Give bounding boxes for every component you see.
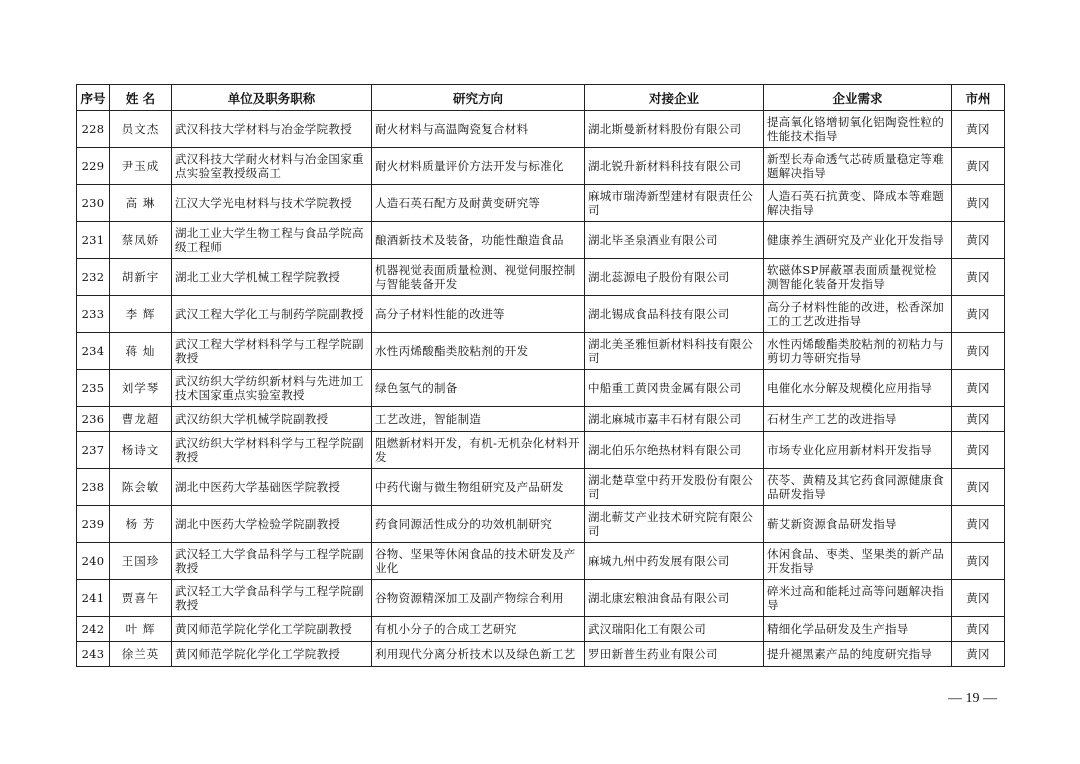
cell-unit-title: 黄冈师范学院化学化工学院教授 — [172, 642, 372, 667]
cell-research-direction: 中药代谢与微生物组研究及产品研发 — [372, 469, 585, 506]
table-row — [77, 642, 1005, 667]
cell-research-direction: 绿色氢气的制备 — [372, 370, 585, 407]
table-row — [77, 296, 1005, 333]
cell-index: 232 — [77, 259, 110, 296]
table-row — [77, 259, 1005, 296]
cell-unit-title: 武汉工程大学材料科学与工程学院副教授 — [172, 333, 372, 370]
cell-research-direction: 药食同源活性成分的功效机制研究 — [372, 506, 585, 543]
table-row — [77, 432, 1005, 469]
cell-partner-company: 武汉瑞阳化工有限公司 — [585, 617, 764, 642]
cell-city: 黄冈 — [952, 407, 1005, 432]
cell-name: 蔡凤娇 — [110, 222, 172, 259]
cell-company-needs: 人造石英石抗黄变、降成本等难题解决指导 — [764, 185, 952, 222]
cell-city: 黄冈 — [952, 617, 1005, 642]
col-header-unit-title: 单位及职务职称 — [172, 85, 372, 111]
cell-unit-title: 湖北中医药大学基础医学院教授 — [172, 469, 372, 506]
cell-index: 236 — [77, 407, 110, 432]
cell-partner-company: 湖北锡成食品科技有限公司 — [585, 296, 764, 333]
expert-table — [76, 84, 1005, 667]
cell-name: 蒋 灿 — [110, 333, 172, 370]
cell-index: 233 — [77, 296, 110, 333]
cell-unit-title: 武汉科技大学耐火材料与冶金国家重点实验室教授级高工 — [172, 148, 372, 185]
cell-company-needs: 提升褪黑素产品的纯度研究指导 — [764, 642, 952, 667]
table-row — [77, 111, 1005, 148]
cell-unit-title: 武汉科技大学材料与冶金学院教授 — [172, 111, 372, 148]
cell-company-needs: 健康养生酒研究及产业化开发指导 — [764, 222, 952, 259]
table-row — [77, 148, 1005, 185]
cell-index: 240 — [77, 543, 110, 580]
cell-unit-title: 黄冈师范学院化学化工学院副教授 — [172, 617, 372, 642]
cell-index: 235 — [77, 370, 110, 407]
col-header-research-direction: 研究方向 — [372, 85, 585, 111]
cell-city: 黄冈 — [952, 580, 1005, 617]
cell-company-needs: 高分子材料性能的改进，松香深加工的工艺改进指导 — [764, 296, 952, 333]
cell-name: 员文杰 — [110, 111, 172, 148]
cell-research-direction: 谷物资源精深加工及副产物综合利用 — [372, 580, 585, 617]
cell-name: 陈会敏 — [110, 469, 172, 506]
cell-city: 黄冈 — [952, 296, 1005, 333]
cell-city: 黄冈 — [952, 259, 1005, 296]
cell-company-needs: 新型长寿命透气芯砖质量稳定等难题解决指导 — [764, 148, 952, 185]
cell-unit-title: 湖北工业大学生物工程与食品学院高级工程师 — [172, 222, 372, 259]
cell-city: 黄冈 — [952, 333, 1005, 370]
cell-partner-company: 罗田新普生药业有限公司 — [585, 642, 764, 667]
cell-unit-title: 武汉纺织大学纺织新材料与先进加工技术国家重点实验室教授 — [172, 370, 372, 407]
cell-partner-company: 麻城九州中药发展有限公司 — [585, 543, 764, 580]
cell-name: 李 辉 — [110, 296, 172, 333]
cell-research-direction: 耐火材料质量评价方法开发与标准化 — [372, 148, 585, 185]
cell-name: 高 琳 — [110, 185, 172, 222]
cell-research-direction: 利用现代分离分析技术以及绿色新工艺 — [372, 642, 585, 667]
cell-index: 242 — [77, 617, 110, 642]
cell-unit-title: 武汉工程大学化工与制药学院副教授 — [172, 296, 372, 333]
cell-city: 黄冈 — [952, 185, 1005, 222]
cell-company-needs: 碎米过高和能耗过高等问题解决指导 — [764, 580, 952, 617]
cell-company-needs: 提高氧化铬增韧氧化铝陶瓷性粒的性能技术指导 — [764, 111, 952, 148]
cell-name: 曹龙超 — [110, 407, 172, 432]
col-header-partner-company: 对接企业 — [585, 85, 764, 111]
cell-partner-company: 湖北蕲艾产业技术研究院有限公司 — [585, 506, 764, 543]
table-row — [77, 617, 1005, 642]
cell-unit-title: 武汉纺织大学机械学院副教授 — [172, 407, 372, 432]
cell-index: 230 — [77, 185, 110, 222]
cell-index: 231 — [77, 222, 110, 259]
table-row — [77, 222, 1005, 259]
cell-research-direction: 工艺改进，智能制造 — [372, 407, 585, 432]
cell-company-needs: 水性丙烯酸酯类胶粘剂的初粘力与剪切力等研究指导 — [764, 333, 952, 370]
cell-partner-company: 湖北伯乐尔绝热材料有限公司 — [585, 432, 764, 469]
table-body — [77, 111, 1005, 667]
cell-index: 238 — [77, 469, 110, 506]
cell-index: 234 — [77, 333, 110, 370]
cell-unit-title: 江汉大学光电材料与技术学院教授 — [172, 185, 372, 222]
col-header-index: 序号 — [77, 85, 110, 111]
cell-city: 黄冈 — [952, 432, 1005, 469]
table-row — [77, 543, 1005, 580]
table-row — [77, 370, 1005, 407]
cell-partner-company: 中船重工黄冈贵金属有限公司 — [585, 370, 764, 407]
cell-research-direction: 有机小分子的合成工艺研究 — [372, 617, 585, 642]
cell-company-needs: 石材生产工艺的改进指导 — [764, 407, 952, 432]
cell-unit-title: 湖北中医药大学检验学院副教授 — [172, 506, 372, 543]
cell-company-needs: 软磁体SP屏蔽罩表面质量视觉检测智能化装备开发指导 — [764, 259, 952, 296]
table-row — [77, 333, 1005, 370]
table-header-row — [77, 85, 1005, 111]
cell-company-needs: 精细化学品研发及生产指导 — [764, 617, 952, 642]
cell-city: 黄冈 — [952, 370, 1005, 407]
cell-company-needs: 蕲艾新资源食品研发指导 — [764, 506, 952, 543]
cell-unit-title: 武汉轻工大学食品科学与工程学院副教授 — [172, 543, 372, 580]
cell-name: 贾喜午 — [110, 580, 172, 617]
table-row — [77, 469, 1005, 506]
cell-name: 叶 辉 — [110, 617, 172, 642]
col-header-name: 姓 名 — [110, 85, 172, 111]
cell-city: 黄冈 — [952, 222, 1005, 259]
cell-index: 237 — [77, 432, 110, 469]
cell-city: 黄冈 — [952, 148, 1005, 185]
cell-city: 黄冈 — [952, 642, 1005, 667]
cell-index: 243 — [77, 642, 110, 667]
table-row — [77, 407, 1005, 432]
cell-partner-company: 湖北毕圣泉酒业有限公司 — [585, 222, 764, 259]
cell-name: 王国珍 — [110, 543, 172, 580]
cell-research-direction: 机器视觉表面质量检测、视觉伺服控制与智能装备开发 — [372, 259, 585, 296]
cell-partner-company: 湖北康宏粮油食品有限公司 — [585, 580, 764, 617]
cell-research-direction: 酿酒新技术及装备，功能性酿造食品 — [372, 222, 585, 259]
cell-research-direction: 阻燃新材料开发，有机-无机杂化材料开发 — [372, 432, 585, 469]
cell-research-direction: 人造石英石配方及耐黄变研究等 — [372, 185, 585, 222]
cell-research-direction: 耐火材料与高温陶瓷复合材料 — [372, 111, 585, 148]
cell-partner-company: 湖北斯曼新材料股份有限公司 — [585, 111, 764, 148]
cell-partner-company: 麻城市瑞涛新型建材有限责任公司 — [585, 185, 764, 222]
cell-name: 杨 芳 — [110, 506, 172, 543]
cell-city: 黄冈 — [952, 543, 1005, 580]
table-row — [77, 506, 1005, 543]
cell-unit-title: 湖北工业大学机械工程学院教授 — [172, 259, 372, 296]
cell-index: 239 — [77, 506, 110, 543]
cell-company-needs: 电催化水分解及规模化应用指导 — [764, 370, 952, 407]
cell-unit-title: 武汉轻工大学食品科学与工程学院副教授 — [172, 580, 372, 617]
cell-research-direction: 高分子材料性能的改进等 — [372, 296, 585, 333]
cell-index: 241 — [77, 580, 110, 617]
cell-company-needs: 休闲食品、枣类、坚果类的新产品开发指导 — [764, 543, 952, 580]
cell-index: 228 — [77, 111, 110, 148]
cell-index: 229 — [77, 148, 110, 185]
table-row — [77, 580, 1005, 617]
cell-name: 徐兰英 — [110, 642, 172, 667]
col-header-city: 市州 — [952, 85, 1005, 111]
cell-city: 黄冈 — [952, 469, 1005, 506]
cell-research-direction: 谷物、坚果等休闲食品的技术研发及产业化 — [372, 543, 585, 580]
cell-name: 尹玉成 — [110, 148, 172, 185]
col-header-company-needs: 企业需求 — [764, 85, 952, 111]
cell-city: 黄冈 — [952, 506, 1005, 543]
cell-company-needs: 市场专业化应用新材料开发指导 — [764, 432, 952, 469]
cell-name: 胡新宇 — [110, 259, 172, 296]
cell-partner-company: 湖北麻城市嘉丰石材有限公司 — [585, 407, 764, 432]
table-row — [77, 185, 1005, 222]
cell-partner-company: 湖北楚草堂中药开发股份有限公司 — [585, 469, 764, 506]
cell-partner-company: 湖北美圣雅恒新材料科技有限公司 — [585, 333, 764, 370]
cell-partner-company: 湖北蕊源电子股份有限公司 — [585, 259, 764, 296]
cell-city: 黄冈 — [952, 111, 1005, 148]
cell-unit-title: 武汉纺织大学材料科学与工程学院副教授 — [172, 432, 372, 469]
page-number: — 19 — — [948, 691, 997, 706]
cell-research-direction: 水性丙烯酸酯类胶粘剂的开发 — [372, 333, 585, 370]
cell-company-needs: 茯苓、黄精及其它药食同源健康食品研发指导 — [764, 469, 952, 506]
cell-name: 刘学琴 — [110, 370, 172, 407]
cell-name: 杨诗文 — [110, 432, 172, 469]
cell-partner-company: 湖北锐升新材料科技有限公司 — [585, 148, 764, 185]
